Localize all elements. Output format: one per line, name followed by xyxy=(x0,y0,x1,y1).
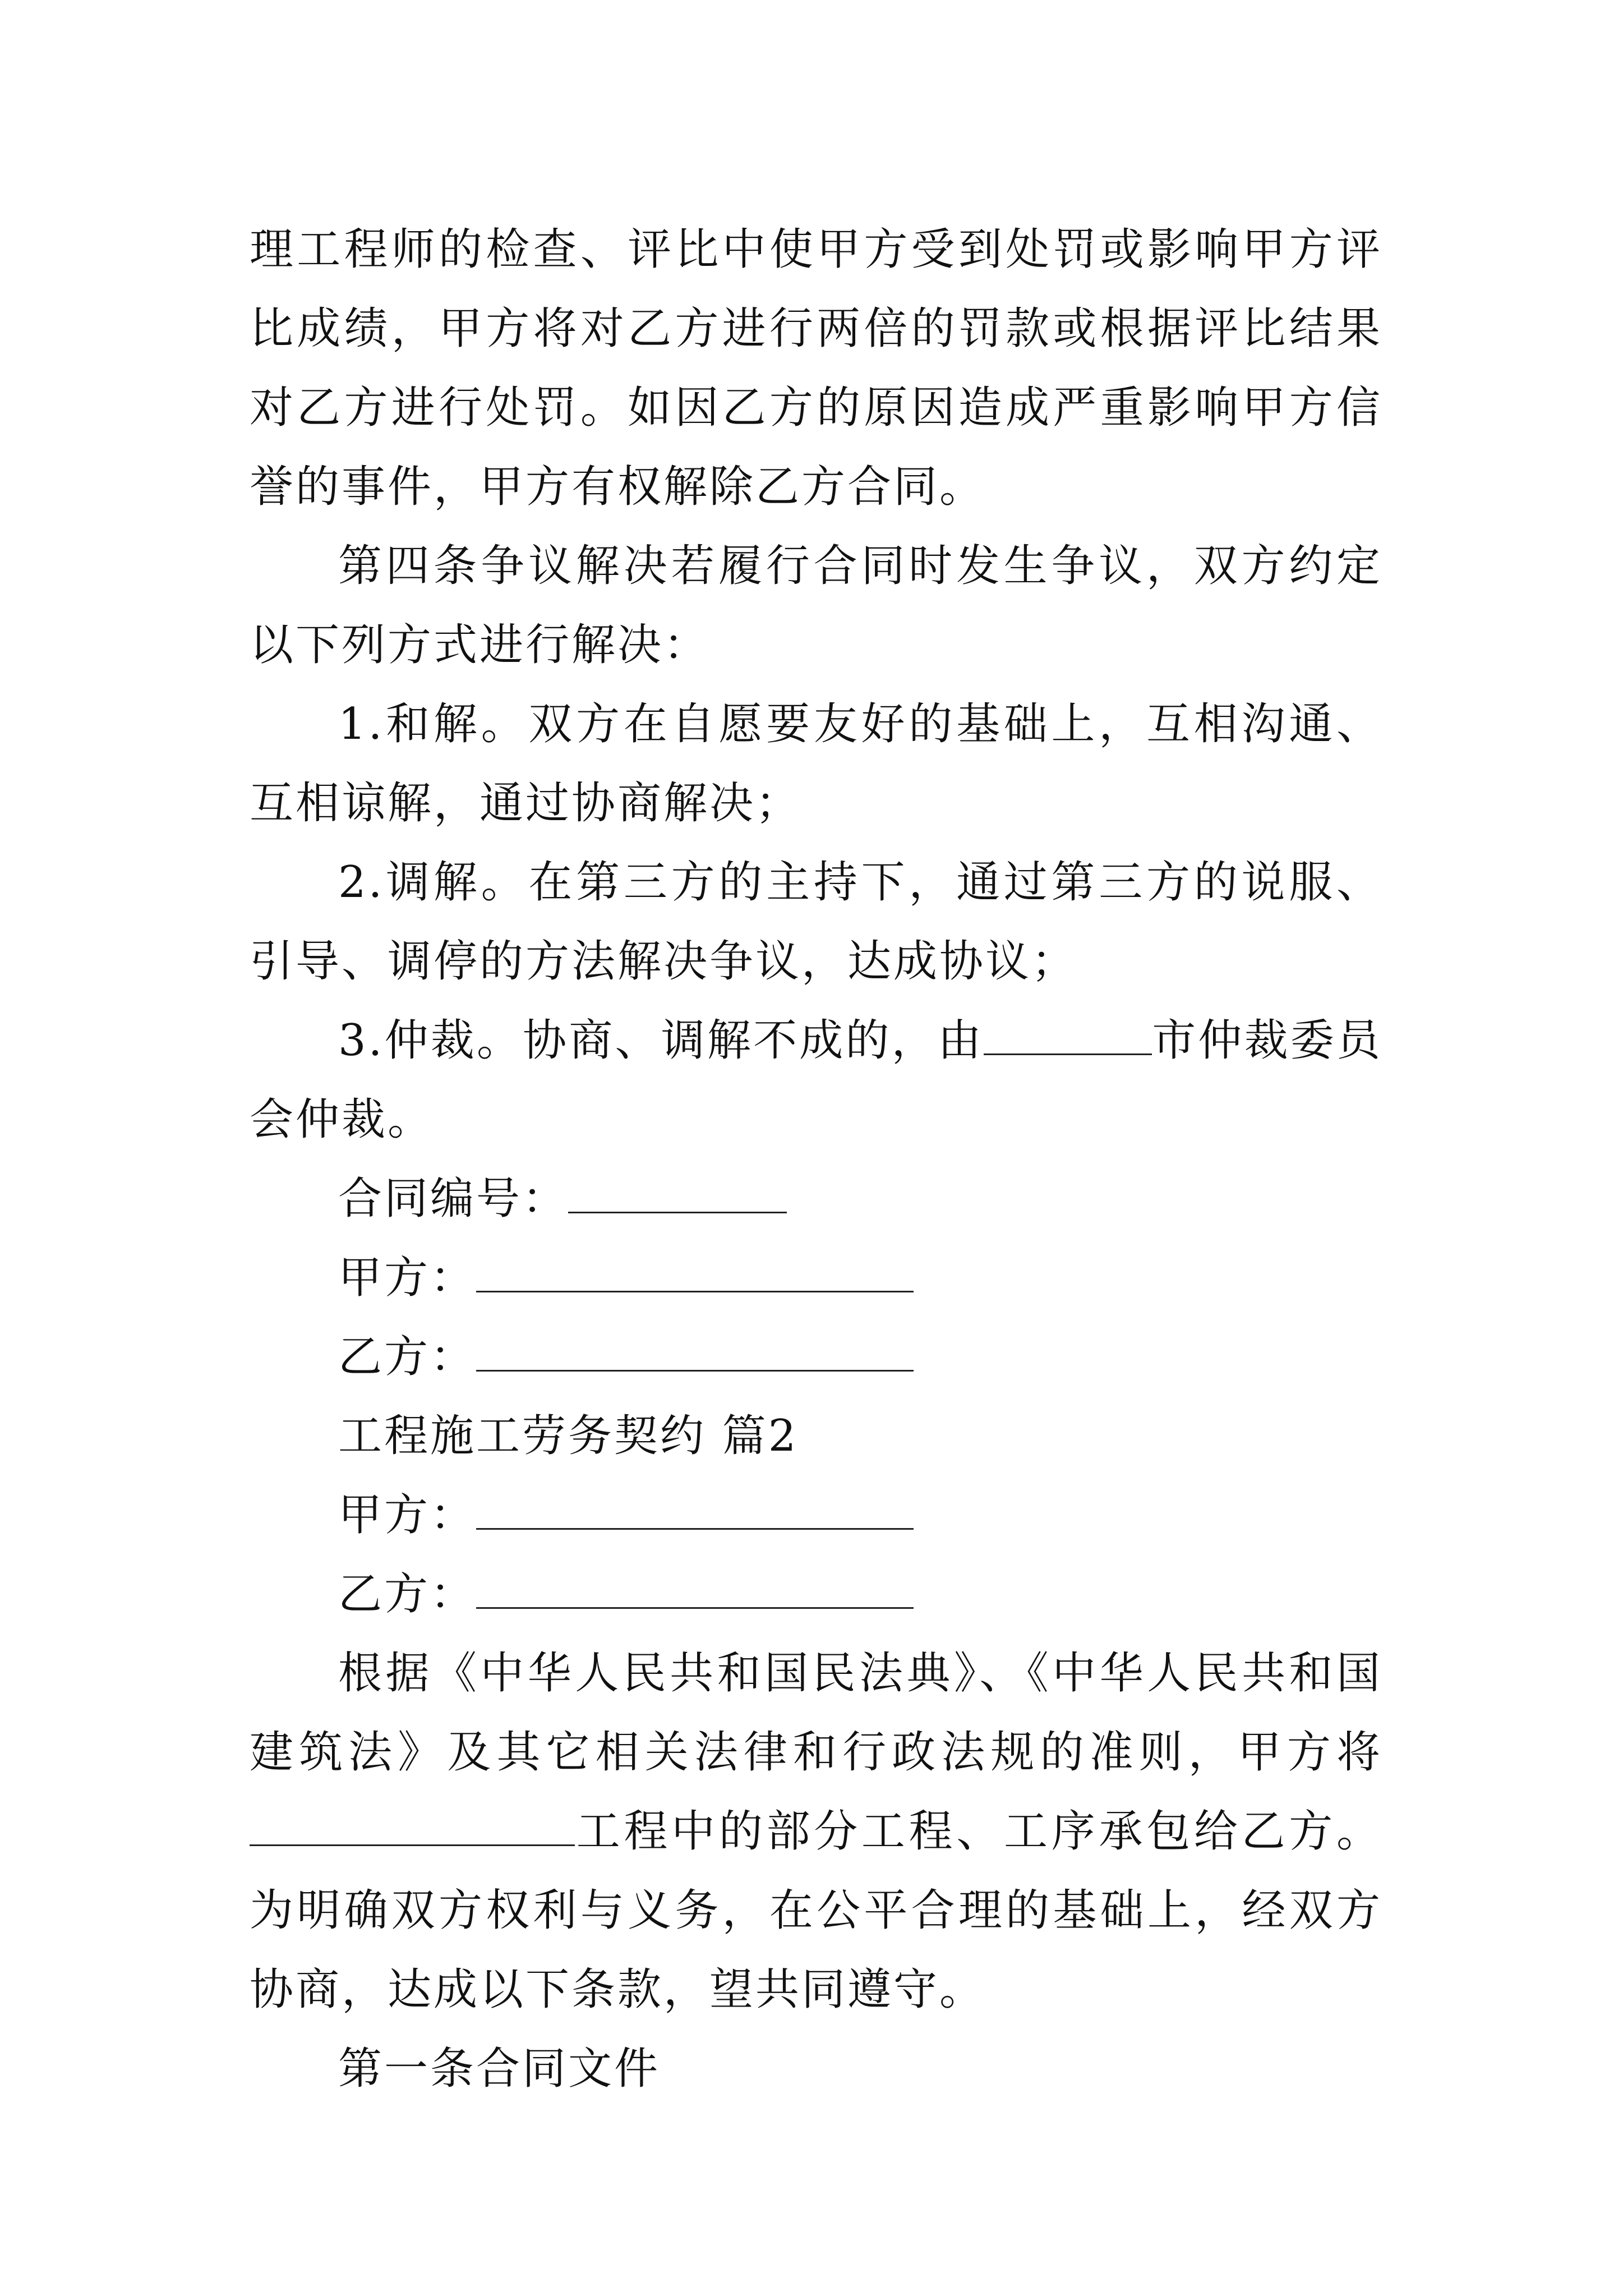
party-a-field xyxy=(250,1239,1382,1318)
item-arbitration-text-after: 市仲裁委员会仲裁。 xyxy=(250,1015,1382,1145)
item-arbitration xyxy=(250,1001,1382,1159)
item-reconciliation xyxy=(250,685,1382,843)
article-one-heading-text: 第一条合同文件 xyxy=(338,2044,661,2094)
party-a-field-2 xyxy=(250,1476,1382,1555)
paragraph-penalty-text: 理工程师的检查、评比中使甲方受到处罚或影响甲方评比成绩，甲方将对乙方进行两倍的罚款或根据评比结果对乙方进行处罚。如因乙方的原因造成严重影响甲方信誉的事件，甲方有权解除乙方合同。 xyxy=(250,224,1382,512)
paragraph-dispute-resolution xyxy=(250,527,1382,685)
item-reconciliation-text: 1.和解。双方在自愿要友好的基础上，互相沟通、互相谅解，通过协商解决； xyxy=(250,699,1382,829)
party-b-field xyxy=(250,1318,1382,1397)
item-mediation xyxy=(250,843,1382,1001)
party-a-blank-2 xyxy=(476,1489,914,1530)
party-b-field-2 xyxy=(250,1555,1382,1634)
paragraph-dispute-text: 第四条争议解决若履行合同时发生争议，双方约定以下列方式进行解决： xyxy=(250,541,1382,670)
contract-number-label: 合同编号： xyxy=(338,1174,569,1224)
city-blank xyxy=(984,1014,1152,1055)
party-b-blank-2 xyxy=(476,1568,914,1609)
party-b-blank xyxy=(476,1331,914,1372)
section-title-text: 工程施工劳务契约 篇2 xyxy=(338,1411,799,1461)
paragraph-penalty xyxy=(250,210,1382,527)
paragraph-legal-basis-text-before: 根据《中华人民共和国民法典》、《中华人民共和国建筑法》及其它相关法律和行政法规的准则，甲方将 xyxy=(250,1648,1382,1778)
contract-number-blank xyxy=(568,1172,787,1213)
party-a-blank xyxy=(476,1251,914,1292)
item-mediation-text: 2.调解。在第三方的主持下，通过第三方的说服、引导、调停的方法解决争议，达成协议； xyxy=(250,857,1382,987)
item-arbitration-text-before: 3.仲裁。协商、调解不成的，由 xyxy=(338,1015,984,1066)
article-one-heading xyxy=(250,2030,1382,2109)
document-body xyxy=(250,210,1382,2109)
section-title xyxy=(250,1397,1382,1476)
contract-number-field xyxy=(250,1159,1382,1239)
party-b-label-2: 乙方： xyxy=(338,1569,477,1619)
paragraph-legal-basis xyxy=(250,1634,1382,2030)
party-a-label: 甲方： xyxy=(338,1253,477,1303)
party-a-label-2: 甲方： xyxy=(338,1490,477,1540)
party-b-label: 乙方： xyxy=(338,1332,477,1382)
paragraph-legal-basis-text-after: 工程中的部分工程、工序承包给乙方。为明确双方权利与义务，在公平合理的基础上，经双方协商，达成以下条款，望共同遵守。 xyxy=(250,1806,1382,2015)
project-name-blank xyxy=(250,1805,575,1846)
